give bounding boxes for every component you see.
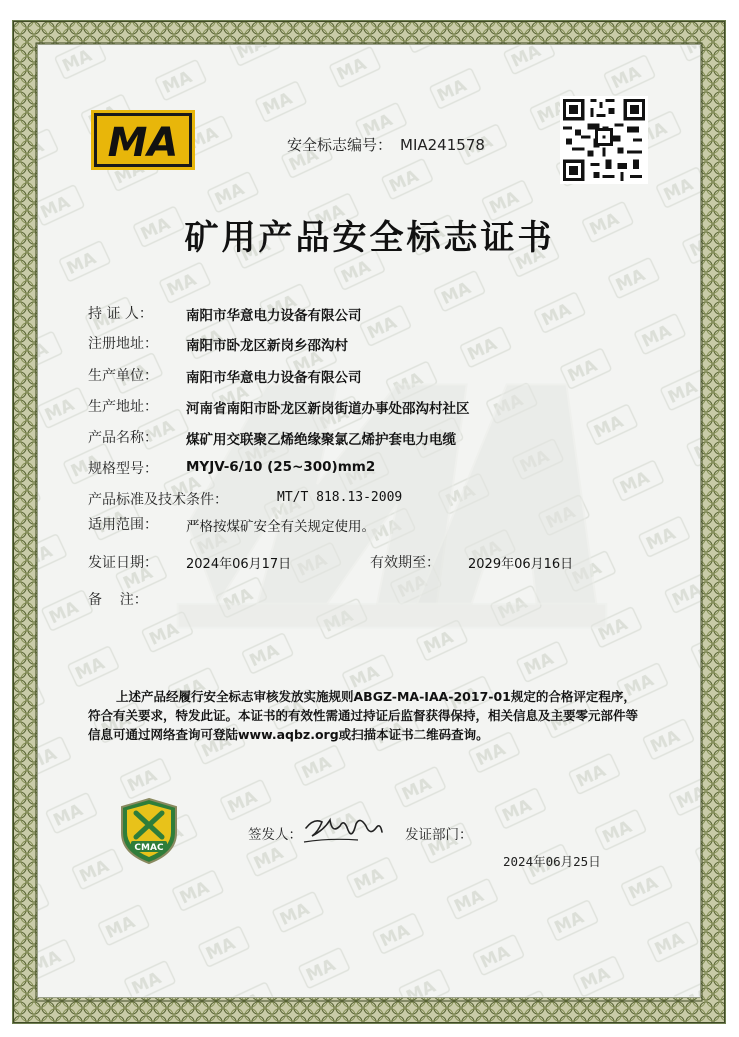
qr-code-icon[interactable] (560, 96, 648, 184)
manufacturer-label: 生产单位： (88, 368, 158, 384)
notice-text: 上述产品经履行安全标志审核发放实施规则ABGZ-MA-IAA-2017-01规定的合格评定程序，符合有关要求，特发此证。本证书的有效性需通过持证后监督获得保持，相关信息及主要零元部件等信息可通过网络查询可登陆www.aqbz.org或扫描本证书二维码查询。 (88, 689, 639, 742)
product-name-label: 产品名称： (88, 430, 158, 446)
cert-number-label: 安全标志编号： (287, 136, 393, 154)
valid-until-value: 2029年06月16日 (468, 557, 574, 572)
ma-logo-icon (91, 110, 195, 170)
notice-paragraph (88, 687, 648, 744)
cert-number: MIA241578 (400, 136, 485, 154)
holder-label: 持 证 人： (88, 306, 153, 322)
remarks-label: 备 注： (88, 592, 148, 608)
prod-address-label: 生产地址： (88, 399, 158, 415)
manufacturer-value: 南阳市华意电力设备有限公司 (186, 370, 362, 386)
standard-label: 产品标准及技术条件： (88, 492, 228, 508)
reg-address-value: 南阳市卧龙区新岗乡邵沟村 (186, 338, 348, 354)
valid-until-label: 有效期至： (370, 555, 440, 571)
footer-date: 2024年06月25日 (503, 854, 601, 869)
signer-label: 签发人： (248, 827, 302, 843)
cmac-seal-icon (118, 797, 180, 865)
certificate-title: 矿用产品安全标志证书 (184, 218, 555, 258)
issuing-dept-label: 发证部门： (405, 827, 473, 843)
model-label: 规格型号： (88, 461, 158, 477)
product-name-value: 煤矿用交联聚乙烯绝缘聚氯乙烯护套电力电缆 (186, 432, 456, 448)
ma-logo-text: MA (107, 120, 179, 166)
model-value: MYJV-6/10 (25~300)mm2 (186, 459, 376, 475)
scope-label: 适用范围： (88, 517, 158, 533)
reg-address-label: 注册地址： (88, 336, 158, 352)
issue-date-value: 2024年06月17日 (186, 557, 292, 572)
cert-number-line (287, 134, 485, 155)
signature-icon (300, 810, 386, 846)
prod-address-value: 河南省南阳市卧龙区新岗街道办事处邵沟村社区 (186, 401, 470, 417)
cmac-text: CMAC (134, 843, 164, 853)
scope-value: 严格按煤矿安全有关规定使用。 (186, 519, 375, 535)
holder-value: 南阳市华意电力设备有限公司 (186, 308, 362, 324)
issue-date-label: 发证日期： (88, 555, 158, 571)
standard-value: MT/T 818.13-2009 (277, 490, 403, 505)
